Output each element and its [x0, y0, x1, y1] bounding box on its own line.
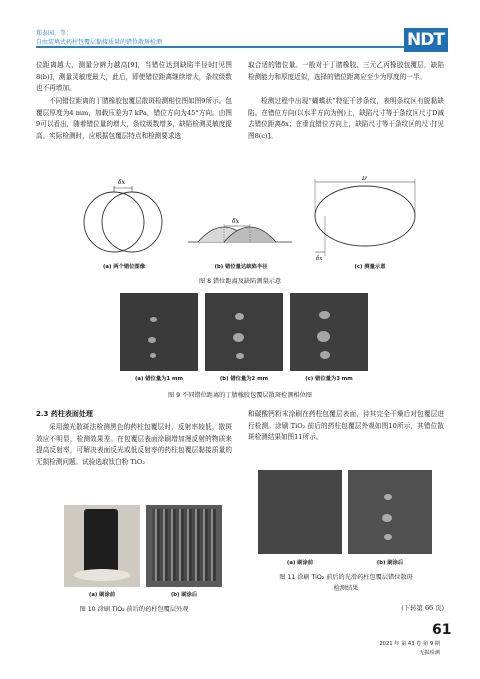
continued-note: (下转第 66 页)	[401, 604, 444, 612]
fig11-caption-line2: 检测结果	[333, 585, 359, 592]
fig9-sub-b: (b) 错位量为2 mm	[219, 376, 269, 382]
fig9c-phase-image	[290, 293, 368, 371]
fig8b-dx-label: δx	[232, 218, 239, 225]
fig8-sub-a: (a) 两个错位图像	[102, 264, 146, 270]
fig8-diagram	[70, 176, 430, 262]
header-rule	[36, 46, 408, 48]
header-authors: 郑泰园，等：	[36, 30, 73, 37]
journal-logo	[404, 28, 448, 52]
logo-text: NDT	[407, 30, 444, 50]
fig10-sub-b: (b) 刷涂后	[170, 592, 198, 598]
fig10-caption: 图 10 涂刷 TiO₂ 前后的药柱包覆层外观	[79, 606, 189, 613]
fig9a-phase-image	[120, 293, 198, 371]
fig8-sub-b: (b) 错位量达缺陷半径	[214, 264, 268, 270]
fig8c-ellipse	[315, 179, 415, 256]
right-top-para-1: 取合适的错位量。一般对于丁腈橡胶、三元乙丙橡胶包覆层，缺陷检测能力和厚度近似，选择的错位距离应至少为厚度的一半。	[248, 61, 444, 81]
fig11a-phase-image	[258, 470, 342, 554]
fig9-sub-c: (c) 错位量为3 mm	[305, 376, 353, 382]
fig8b-arcs	[188, 224, 292, 242]
fig11-sub-b: (b) 刷涂后	[376, 560, 404, 566]
header-title: 自由装填式药柱包覆层黏接质量的错位散斑检测	[36, 39, 163, 46]
left-top-para-2: 不同错位距离的丁腈橡胶包覆层散斑检测相位图如图9所示。包覆层厚度为4 mm，加载压差为7 kPa，错位方向为45°方向。由图9可以看出，随着错位量的增大，条纹级数增多，缺陷检测灵敏度提高。实际检测时，应根据包覆层特点和检测要求选	[36, 97, 232, 140]
fig11-sub-a: (a) 刷涂前	[286, 560, 314, 566]
fig8-sub-c: (c) 测量示意	[354, 264, 386, 270]
section-right-para: 和碳酸钙粉末涂刷在药柱包覆层表面，待其完全干燥后对包覆层进行检测。涂刷 TiO₂ 前后的药柱包覆层外观如图10所示，其错位散斑检测结果如图11所示。	[248, 410, 444, 442]
fig8c-D-label: D	[362, 176, 367, 182]
left-top-para-1: 位距离越大，测量分辨力越高[9]，当错位达到缺陷半径时[见图8(b)]，测量灵敏度最大，此后，即使错位距离继续增大，条纹级数也不再增加。	[36, 61, 232, 93]
fig9-caption: 图 9 不同错位距离的丁腈橡胶包覆层散斑检测相位图	[168, 392, 312, 399]
fig11-caption-line1: 图 11 涂刷 TiO₂ 前后的光滑药柱包覆层错位散斑	[279, 574, 413, 581]
fig8a-circles	[84, 186, 162, 252]
fig8c-dx-label: δx	[316, 256, 323, 262]
fig10a-photo	[64, 505, 140, 587]
footer-journal: 无损检测	[419, 650, 440, 656]
right-top-para-2: 检测过程中出现“蝴蝶状”特征干涉条纹，表明条纹区有脱黏缺陷。在错位方向(以水平方向为例)上，缺陷尺寸等于条纹区尺寸D减去错位距离δx；在垂直错位方向上，缺陷尺寸等于条纹区的尺寸[见图8(c)]。	[248, 97, 444, 140]
section-left-para: 采用激光散斑法检测黑色的药柱包覆层时，反射率较低，散斑效应不明显，检测效果差。在包覆层表面涂刷增加漫反射的物质来提高反射率，可解决表面反光或低反射率的药柱包覆层黏接质量的无损检测问题。试验选取钛白粉 TiO₂	[36, 423, 232, 466]
fig10b-photo	[146, 505, 222, 587]
fig9b-phase-image	[205, 293, 283, 371]
fig8-caption: 图 8 错位距离及缺陷测量示意	[198, 278, 282, 285]
page-number: 61	[432, 622, 452, 638]
fig11b-phase-image	[348, 470, 432, 554]
footer-issue: 2021 年 第 43 卷 第 9 期	[379, 641, 440, 647]
fig8a-dx-label: δx	[118, 179, 125, 186]
fig10-sub-a: (a) 刷涂前	[88, 592, 116, 598]
section-heading: 2.3 药柱表面处理	[36, 410, 93, 418]
fig9-sub-a: (a) 错位量为1 mm	[134, 376, 184, 382]
